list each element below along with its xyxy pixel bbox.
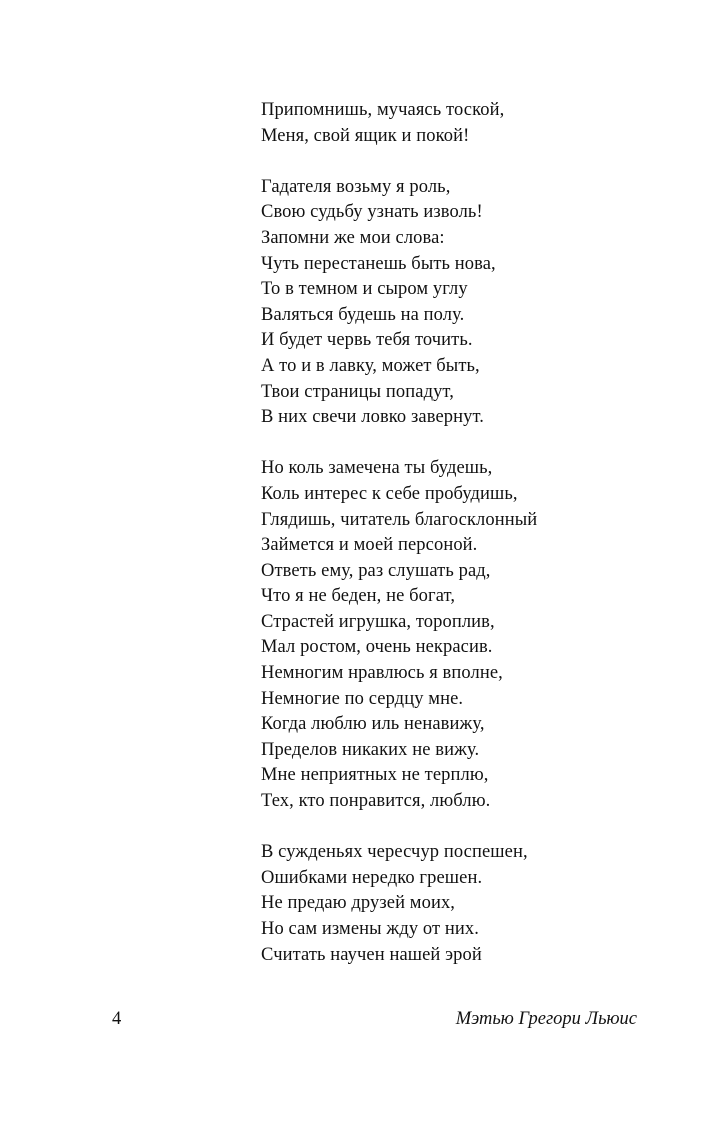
poem-line: Мал ростом, очень некрасив. — [261, 637, 493, 658]
stanza — [261, 840, 681, 968]
poem-line: Глядишь, читатель благосклонный — [261, 509, 538, 530]
poem-line: То в темном и сыром углу — [261, 279, 468, 300]
poem-line: Мне неприятных не терплю, — [261, 765, 489, 786]
poem-line: Тех, кто понравится, люблю. — [261, 791, 491, 812]
stanza — [261, 175, 681, 431]
page-number: 4 — [112, 1009, 122, 1029]
poem-line: Страстей игрушка, тороплив, — [261, 611, 495, 632]
stanza — [261, 456, 681, 814]
running-head-author: Мэтью Грегори Льюис — [455, 1009, 637, 1029]
poem-line: Но сам измены жду от них. — [261, 919, 479, 939]
poem-line: Чуть перестанешь быть нова, — [261, 253, 496, 274]
poem-line: Припомнишь, мучаясь тоской, — [261, 100, 505, 120]
poem-line: Но коль замечена ты будешь, — [261, 458, 493, 479]
poem-line: Считать научен нашей эрой — [261, 944, 482, 965]
poem-line: Когда люблю иль ненавижу, — [261, 714, 485, 735]
poem-line: Меня, свой ящик и покой! — [261, 125, 470, 146]
poem-line: Немногие по сердцу мне. — [261, 688, 464, 709]
poem-body — [261, 98, 681, 994]
poem-line: Ошибками нередко грешен. — [261, 867, 483, 888]
poem-line: Запомни же мои слова: — [261, 227, 445, 248]
poem-line: Не предаю друзей моих, — [261, 893, 456, 914]
poem-line: Что я не беден, не богат, — [261, 586, 456, 607]
stanza — [261, 98, 681, 149]
poem-line: Валяться будешь на полу. — [261, 304, 465, 325]
poem-line: Займется и моей персоной. — [261, 535, 478, 556]
poem-line: Свою судьбу узнать изволь! — [261, 202, 483, 223]
poem-line: Немногим нравлюсь я вполне, — [261, 663, 503, 684]
poem-line: А то и в лавку, может быть, — [261, 355, 480, 376]
page-footer — [0, 1006, 709, 1032]
poem-line: Коль интерес к себе пробудишь, — [261, 483, 518, 504]
poem-line: И будет червь тебя точить. — [261, 330, 473, 351]
poem-line: Твои страницы попадут, — [261, 381, 454, 402]
poem-line: В них свечи ловко завернут. — [261, 407, 484, 428]
poem-line: Гадателя возьму я роль, — [261, 176, 451, 197]
poem-line: Ответь ему, раз слушать рад, — [261, 560, 491, 581]
poem-line: Пределов никаких не вижу. — [261, 739, 480, 760]
poem-line: В сужденьях чересчур поспешен, — [261, 842, 528, 863]
